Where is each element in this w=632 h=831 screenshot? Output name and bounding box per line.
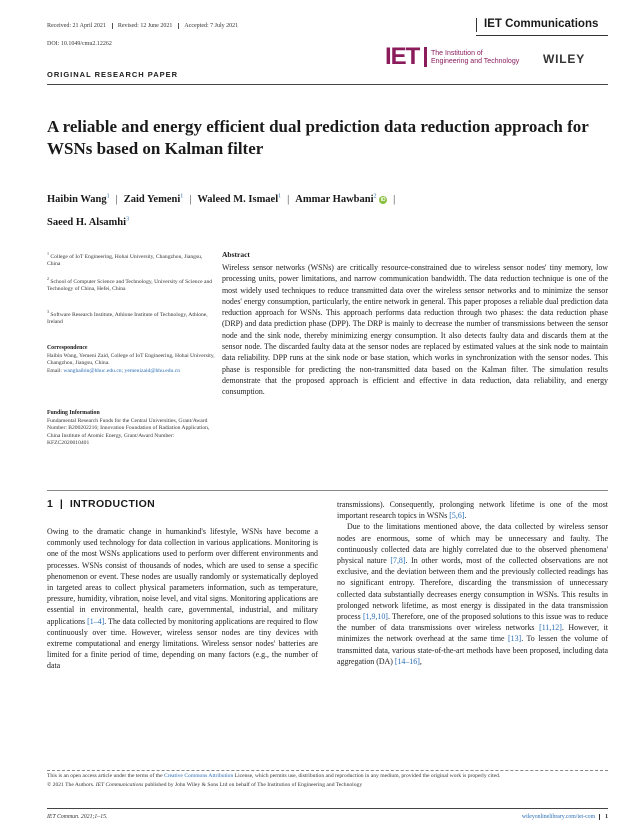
email-links[interactable]: wanghaibin@hhuc.edu.cn; yemenizaid@hhu.edu.cn xyxy=(63,367,181,374)
citation-13[interactable]: [13] xyxy=(508,634,522,644)
accepted-date: Accepted: 7 July 2021 xyxy=(184,23,239,29)
author-4[interactable]: Ammar Hawbani$^2$ xyxy=(295,193,377,205)
revised-date: Revised: 12 June 2021 xyxy=(118,23,180,29)
citation-11-12[interactable]: [11,12] xyxy=(539,623,562,633)
footer-right xyxy=(480,814,608,820)
author-list: Haibin Wang$^1$ | Zaid Yemeni$^1$ | Waleed M. Ismael$^1$ | Ammar Hawbani$^2$ iD | Saeed H. Alsamhi$^3$ xyxy=(47,193,396,228)
abstract-rule xyxy=(47,490,608,491)
article-type: ORIGINAL RESEARCH PAPER xyxy=(47,70,179,79)
iet-name-line2: Engineering and Technology xyxy=(431,58,520,65)
doi[interactable]: DOI: 10.1049/cmu2.12262 xyxy=(47,41,112,47)
section-rule xyxy=(47,84,608,85)
intro-paragraph-2: Due to the limitations mentioned above, the data collected by wireless sensor nodes are enormous, some of which may be unnecessary and faulty. The continuously collected data are highly correlated due to the observed phenomena' physical nature [7,8]. In other words, most of the collected observations are not exclusive, and the deviation between them and the previously collected readings has no significant entropy. Therefore, discarding the transmission of unnecessary collected data substantially decreases energy consumption in WSNs. This results in prolonged network lifetime, as most energy is dissipated in the data transmission process [1,9,10]. Therefore, one of the proposed solutions to this issue was to reduce the number of data transmissions over wireless networks [11,12]. However, it minimizes the network overhead at the same time [13]. To lessen the volume of transmitted data, various state-of-the-art methods have been proposed, including data aggregation (DA) [14–16], xyxy=(337,522,608,666)
correspondence-heading: Correspondence xyxy=(47,345,88,351)
citation-line: IET Commun. 2021;1–15. xyxy=(47,814,108,820)
iet-name xyxy=(431,50,519,66)
author-3[interactable]: Waleed M. Ismael$^1$ xyxy=(197,193,282,205)
intro-paragraph-1-cont: transmissions). Consequently, prolonging network lifetime is one of the most important research topics in WSNs [5,6]. xyxy=(337,500,608,521)
affiliation-2: $^2$ School of Computer Science and Technology, University of Science and Technology of China, Hefei, China xyxy=(47,276,213,293)
page-number: 1 xyxy=(599,814,608,820)
article-dates xyxy=(47,23,249,29)
affiliation-1: $^1$ College of IoT Engineering, Hohai University, Changzhou, Jiangsu, China xyxy=(47,251,203,268)
cc-license-link[interactable]: Creative Commons Attribution xyxy=(163,773,234,779)
received-date: Received: 21 April 2021 xyxy=(47,23,113,29)
license-notice: This is an open access article under the terms of the Creative Commons Attribution License, which permits use, distribution and reproduction in any medium, provided the original work is properly cited. © 2021 The Authors. IET Communications published by John Wiley & Sons Ltd on behalf of The Institution of Engineering and Technology xyxy=(47,773,501,788)
footer-rule xyxy=(47,770,608,771)
citation-5-6[interactable]: [5,6] xyxy=(449,511,465,521)
intro-left-column xyxy=(47,526,318,672)
author-1[interactable]: Haibin Wang$^1$ xyxy=(47,193,110,205)
intro-heading: 1 | INTRODUCTION xyxy=(47,498,156,510)
header-divider xyxy=(476,18,477,32)
citation-1-9-10[interactable]: [1,9,10] xyxy=(362,612,388,622)
orcid-icon[interactable]: iD xyxy=(380,196,386,203)
citation-14-16[interactable]: [14–16] xyxy=(394,656,420,666)
correspondence: Correspondence Haibin Wang, Yemeni Zaid, College of IoT Engineering, Hohai University, Changzhou, Jiangsu, China. Email: wanghaibin@hhuc.edu.cn; yemenizaid@hhu.edu.cn xyxy=(47,345,215,374)
affiliation-3: $^3$ Software Research Institute, Athlone Institute of Technology, Athlone, Ireland xyxy=(47,309,208,326)
footer-bottom-rule xyxy=(47,808,608,809)
journal-rule xyxy=(476,35,608,36)
iet-logo: IET xyxy=(385,43,420,70)
funding-heading: Funding Information xyxy=(47,410,100,416)
iet-logo-bar xyxy=(424,47,427,67)
author-5[interactable]: Saeed H. Alsamhi$^3$ xyxy=(47,216,130,228)
citation-1-4[interactable]: [1–4] xyxy=(87,616,105,626)
intro-paragraph-1: Owing to the dramatic change in humankind's lifestyle, WSNs have become a commonly used technology for data collection in various applications. Monitoring is one of the most WSNs applications used to perform over different environments and processes. WSNs consist of thousands of nodes, which are used to sense a specific phenomenon or event. These nodes are usually randomly or systematically deployed in targeted areas to collect physical parameters information, such as temperature, pressure, humidity, vibration, noise level, and vital signs. Monitoring applications are essential in environmental, health care, governmental, industrial, and military applications [1–4]. The data collected by monitoring applications are required to flow continuously over time. However, wireless sensor nodes are tiny devices with extreme computational and energy limitations. Wireless sensor nodes' batteries are limited for a finite period of time, depending on many factors (e.g., the number of data xyxy=(47,527,318,671)
article-title: A reliable and energy efficient dual prediction data reduction approach for WSNs based on Kalman filter xyxy=(47,117,589,158)
funding-info: Funding Information Fundamental Research Funds for the Central Universities, Grant/Award Number: B200202216; Innovation Foundation of Radiation Application, China Institute of Atomic Energy, Grant/Award Number: KFZC2020010401 xyxy=(47,410,210,446)
intro-right-column xyxy=(337,499,608,667)
abstract-text: Wireless sensor networks (WSNs) are critically resource-constrained due to wireless sensor nodes' tiny memory, low processing units, power limitations, and narrow communication bandwidth. The data reduction technique is one of the most widely used techniques to reduce transmitted data over the wireless sensor networks and to minimize the sensor nodes' energy consumption, particularly, the entire network in general. This paper proposes a reliable dual prediction data reduction approach for WSNs. This approach performs data reduction through two phases: the data reduction phase (DRP) and data prediction phase (DPP). The DRP is mainly to decrease the number of transmissions between the sensor node and the sink node, thereby minimizing energy consumption. It also detects faulty data and discards them at the sensor node. The discarded faulty data at the sensor nodes are replaced by estimated values at the sink node to maintain data reliability. DPP runs at the sink node or base station, which works in synchronization with the sensor nodes. This phase is responsible for predicting the non-transmitted data based on the Kalman filter. The simulation results demonstrate that the proposed approach is efficient and effective in data reduction, data reliability, and energy consumption. xyxy=(222,263,608,397)
wiley-logo: WILEY xyxy=(543,52,585,66)
author-2[interactable]: Zaid Yemeni$^1$ xyxy=(123,193,184,205)
journal-url[interactable]: wileyonlinelibrary.com/iet-com xyxy=(521,814,596,820)
journal-name: IET Communications xyxy=(484,18,599,30)
citation-7-8[interactable]: [7,8] xyxy=(390,556,406,566)
iet-name-line1: The Institution of xyxy=(431,50,483,57)
abstract-heading: Abstract xyxy=(222,250,250,259)
